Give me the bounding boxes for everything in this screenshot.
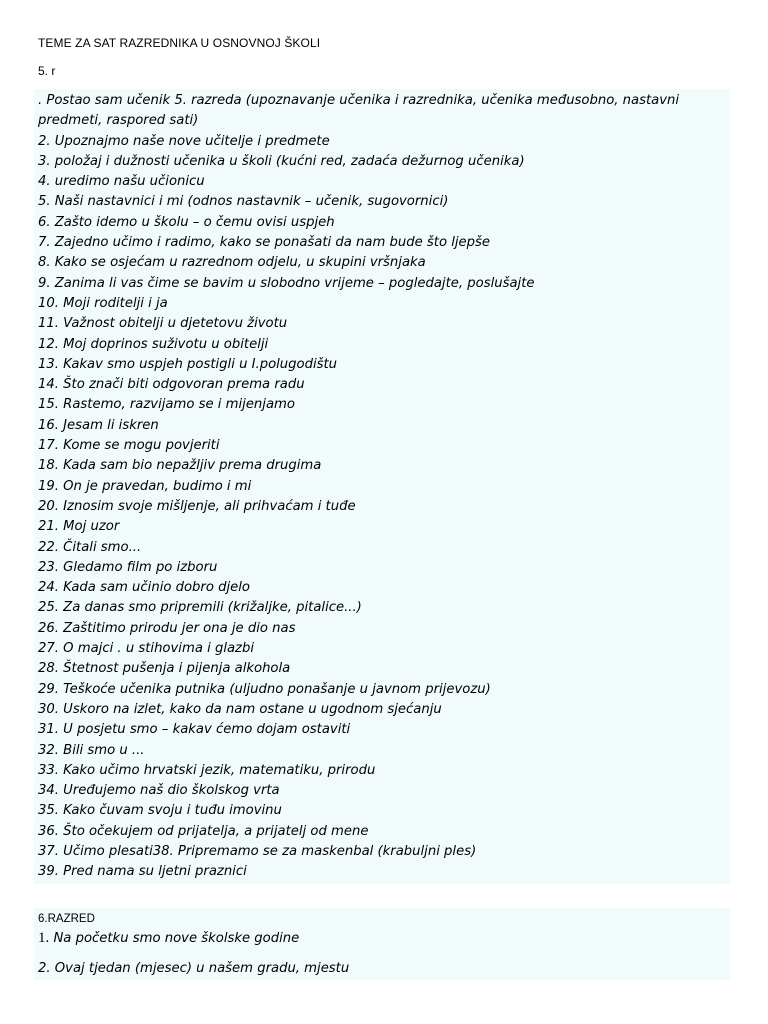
document-title: TEME ZA SAT RAZREDNIKA U OSNOVNOJ ŠKOLI bbox=[38, 36, 321, 50]
topic-item: 3. položaj i dužnosti učenika u školi (kućni red, zadaća dežurnog učenika) bbox=[38, 153, 525, 169]
topic-item: 32. Bili smo u ... bbox=[38, 742, 145, 758]
topic-item: 26. Zaštitimo prirodu jer ona je dio nas bbox=[38, 620, 296, 636]
topic-item: 14. Što znači biti odgovoran prema radu bbox=[38, 377, 305, 393]
topic-item: 13. Kakav smo uspjeh postigli u I.polugodištu bbox=[38, 356, 338, 372]
topic-item: 29. Teškoće učenika putnika (uljudno ponašanje u javnom prijevozu) bbox=[38, 681, 491, 697]
topic-item: 7. Zajedno učimo i radimo, kako se ponašati da nam bude što ljepše bbox=[38, 235, 491, 251]
topic-item: 8. Kako se osjećam u razrednom odjelu, u skupini vršnjaka bbox=[38, 255, 426, 271]
grade-6-topic-item bbox=[38, 929, 299, 948]
topic-item: 12. Moj doprinos suživotu u obitelji bbox=[38, 336, 269, 352]
topic-item: 31. U posjetu smo – kakav ćemo dojam ostaviti bbox=[38, 722, 351, 738]
topic-item: 39. Pred nama su ljetni praznici bbox=[38, 864, 247, 880]
topic-item: 20. Iznosim svoje mišljenje, ali prihvaćam i tuđe bbox=[38, 498, 356, 514]
topic-item: 6. Zašto idemo u školu – o čemu ovisi uspjeh bbox=[38, 214, 335, 230]
topic-item: 21. Moj uzor bbox=[38, 519, 120, 535]
topic-item: 2. Upoznajmo naše nove učitelje i predmete bbox=[38, 133, 330, 149]
topic-item: 23. Gledamo film po izboru bbox=[38, 559, 218, 575]
topic-item: 15. Rastemo, razvijamo se i mijenjamo bbox=[38, 397, 295, 413]
topic-number: 1. bbox=[38, 930, 50, 946]
topic-item: 27. O majci . u stihovima i glazbi bbox=[38, 641, 255, 657]
grade-5-topic-list bbox=[38, 91, 730, 883]
topic-item: 19. On je pravedan, budimo i mi bbox=[38, 478, 252, 494]
topic-item: 10. Moji roditelji i ja bbox=[38, 295, 168, 311]
topic-item: 4. uredimo našu učionicu bbox=[38, 174, 205, 190]
grade-6-topic-item: 2. Ovaj tjedan (mjesec) u našem gradu, mjestu bbox=[38, 961, 350, 976]
topic-item: 33. Kako učimo hrvatski jezik, matematiku, prirodu bbox=[38, 762, 376, 778]
grade-5-heading: 5. r bbox=[38, 64, 56, 78]
topic-item: 11. Važnost obitelji u djetetovu životu bbox=[38, 316, 288, 332]
topic-item: 34. Uređujemo naš dio školskog vrta bbox=[38, 783, 280, 799]
topic-item: 5. Naši nastavnici i mi (odnos nastavnik – učenik, sugovornici) bbox=[38, 194, 449, 210]
topic-item: . Postao sam učenik 5. razreda (upoznavanje učenika i razrednika, učenika međusobno, nastavni predmeti, raspored sati) bbox=[38, 93, 680, 129]
topic-item: 35. Kako čuvam svoju i tuđu imovinu bbox=[38, 803, 282, 819]
topic-item: 37. Učimo plesati38. Pripremamo se za maskenbal (krabuljni ples) bbox=[38, 843, 477, 859]
topic-item: 28. Štetnost pušenja i pijenja alkohola bbox=[38, 661, 291, 677]
grade-5-topic-block bbox=[34, 89, 730, 884]
topic-item: 17. Kome se mogu povjeriti bbox=[38, 438, 220, 454]
topic-item: 16. Jesam li iskren bbox=[38, 417, 159, 433]
topic-item: 9. Zanima li vas čime se bavim u slobodno vrijeme – pogledajte, poslušajte bbox=[38, 275, 535, 291]
grade-6-topic-block bbox=[34, 908, 730, 980]
topic-item: 30. Uskoro na izlet, kako da nam ostane u ugodnom sjećanju bbox=[38, 701, 442, 717]
topic-item: 24. Kada sam učinio dobro djelo bbox=[38, 580, 250, 596]
grade-6-heading: 6.RAZRED bbox=[38, 913, 95, 925]
topic-text: Na početku smo nove školske godine bbox=[49, 931, 300, 946]
topic-item: 36. Što očekujem od prijatelja, a prijatelj od mene bbox=[38, 823, 369, 839]
topic-item: 25. Za danas smo pripremili (križaljke, pitalice...) bbox=[38, 600, 362, 616]
topic-item: 22. Čitali smo... bbox=[38, 539, 142, 555]
topic-item: 18. Kada sam bio nepažljiv prema drugima bbox=[38, 458, 322, 474]
